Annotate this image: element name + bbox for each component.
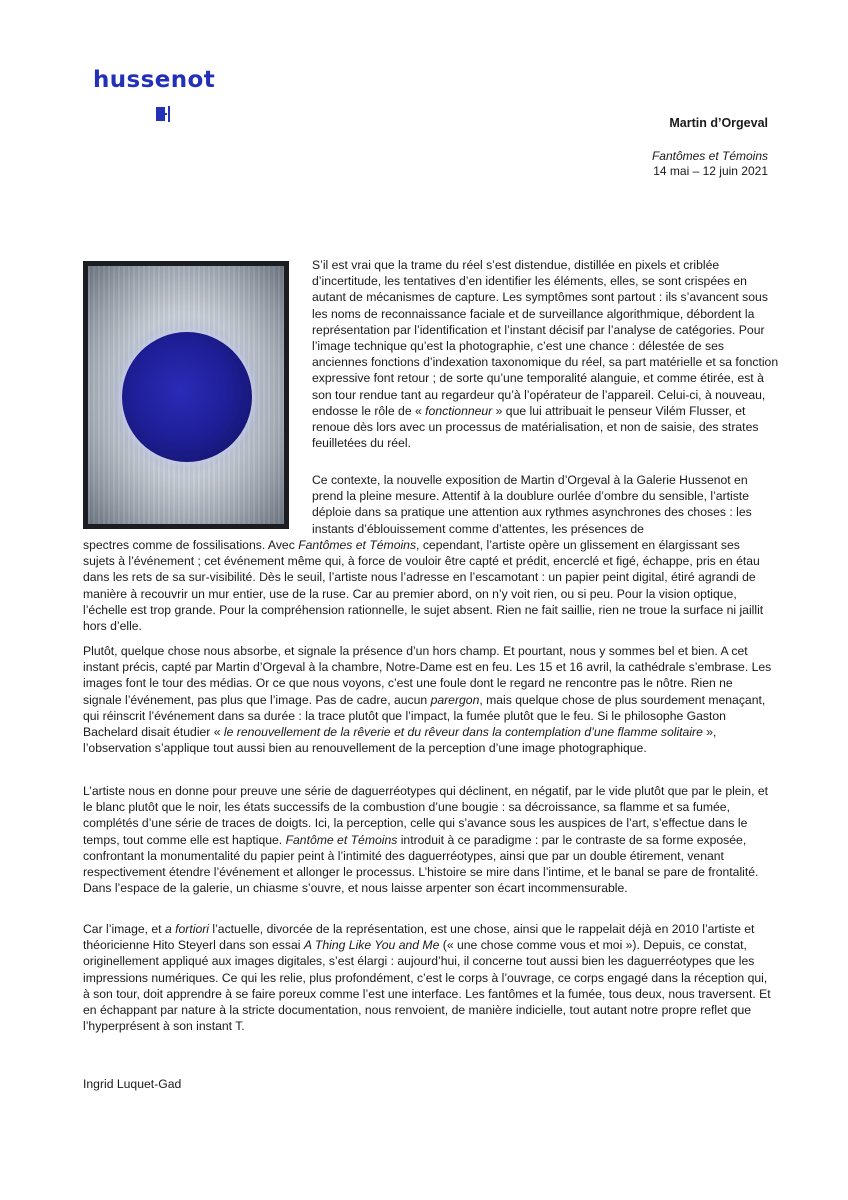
gallery-logo [93,66,215,94]
paragraph-3: Plutôt, quelque chose nous absorbe, et signale la présence d’un hors champ. Et pourtant, nous y sommes bel et bien. A cet instant précis, capté par Martin d’Orgeval à la chambre, Notre-Dame est en feu. Les 15 et 16 avril, la cathédrale s’embrase. Les images font le tour des médias. Or ce que nous voyons, c’est une foule dont le regard ne rencontre pas le nôtre. Rien ne signale l’événement, pas plus que l’image. Pas de cadre, aucun parergon, mais quelque chose de plus sourdement menaçant, qui réinscrit l’événement dans sa durée : la trace plutôt que l’impact, la fumée plutôt que le feu. Si le philosophe Gaston Bachelard disait étudier « le renouvellement de la rêverie et du rêveur dans la contemplation d’une flamme solitaire », l’observation s’applique tout aussi bien au renouvellement de la perception d’une image photographique. [83,644,772,756]
paragraph-2-continued: spectres comme de fossilisations. Avec Fantômes et Témoins, cependant, l’artiste opère un glissement en élargissant ses sujets à l’événement ; cet événement même qui, à force de vouloir être capté et prédit, encerclé et figé, échappe, pris en étau dans les rets de sa sur-visibilité. Dès le seuil, l’artiste nous l’adresse en l’escamotant : un papier peint digital, étiré agrandi de manière à recouvrir un mur entier, use de la ruse. Car au premier abord, on n’y voit rien, ou si peu. Pour la vision optique, l’échelle est trop grande. Pour la compréhension rationnelle, le sujet absent. Rien ne fait saillie, rien ne troue la surface ni jaillit hors d’elle. [83,538,764,634]
exhibition-dates: 14 mai – 12 juin 2021 [653,164,768,178]
artwork-photo [83,261,289,529]
artist-name: Martin d’Orgeval [669,116,768,130]
exhibition-title: Fantômes et Témoins [651,149,768,163]
blue-disc-artwork [122,332,252,462]
exhibition-header [652,116,768,179]
logo-wordmark: hussenot [93,67,216,93]
paragraph-1: S’il est vrai que la trame du réel s’est distendue, distillée en pixels et criblée d’incertitude, les tentatives d’en identifier les éléments, elles, se sont crispées en autant de mécanismes de capture. Les symptômes sont partout : ils s’avancent sous les noms de reconnaissance faciale et de surveillance algorithmique, débordent la représentation par l’identification et l’instant décisif par l’analyse de catégories. Pour l’image technique qu’est la photographie, c’est une chance : délestée de ses anciennes fonctions d’indexation taxonomique du réel, sa part matérielle et sa fonction expressive font retour ; de sorte qu’une temporalité alanguie, et comme étirée, est à son tour rendue tant au regardeur qu’à l’opérateur de l’appareil. Celui-ci, à nouveau, endosse le rôle de « fonctionneur » que lui attribuait le penseur Vilém Flusser, et renoue dès lors avec un processus de matérialisation, et non de saisie, des strates feuilletées du réel. [312,258,779,451]
paragraph-5: Car l’image, et a fortiori l’actuelle, divorcée de la représentation, est une chose, ainsi que le rappelait déjà en 2010 l’artiste et théoricienne Hito Steyerl dans son essai A Thing Like You and Me (« une chose comme vous et moi »). Depuis, ce constat, originellement appliqué aux images digitales, s’est élargi : aujourd’hui, il concerne tout aussi bien les daguerréotypes que les impressions numériques. Ce qui les relie, plus profondément, c’est le corps à l’ouvrage, ce corps engagé dans la réception qui, à son tour, doit apprendre à se faire poreux comme l’est une interface. Les fantômes et la fumée, tous deux, nous traversent. Et en échappant par nature à la stricte documentation, nous renvoient, de manière indicielle, tout autant notre propre reflet que l’hyperprésent à son instant T. [83,922,771,1034]
author-signature: Ingrid Luquet-Gad [83,1077,182,1091]
artwork-background [88,266,284,524]
paragraph-2-start: Ce contexte, la nouvelle exposition de Martin d’Orgeval à la Galerie Hussenot en prend la pleine mesure. Attentif à la doublure ourlée d’ombre du sensible, l’artiste déploie dans sa pratique une attention aux rythmes asynchrones des choses : les instants d’éblouissement comme d’attentes, les présences de [312,473,752,536]
logo-mark-icon [156,106,176,122]
paragraph-4: L’artiste nous en donne pour preuve une série de daguerréotypes qui déclinent, en négatif, par le vide plutôt que par le plein, et le blanc plutôt que le noir, les états successifs de la combustion d’une bougie : sa décroissance, sa flamme et sa fumée, complétés d’une série de traces de doigts. Ici, la perception, celle qui s’avance sous les auspices de l’art, s’effectue dans le temps, tout comme elle est haptique. Fantôme et Témoins introduit à ce paradigme : par le contraste de sa forme exposée, confrontant la monumentalité du papier peint à l’intimité des daguerréotypes, ainsi que par un double étirement, venant respectivement étendre l’événement et allonger le processus. L’histoire se mire dans l’intime, et le banal se pare de frontalité. Dans l’espace de la galerie, un chiasme s’ouvre, et nous laisse arpenter son écart incommensurable. [83,784,769,896]
